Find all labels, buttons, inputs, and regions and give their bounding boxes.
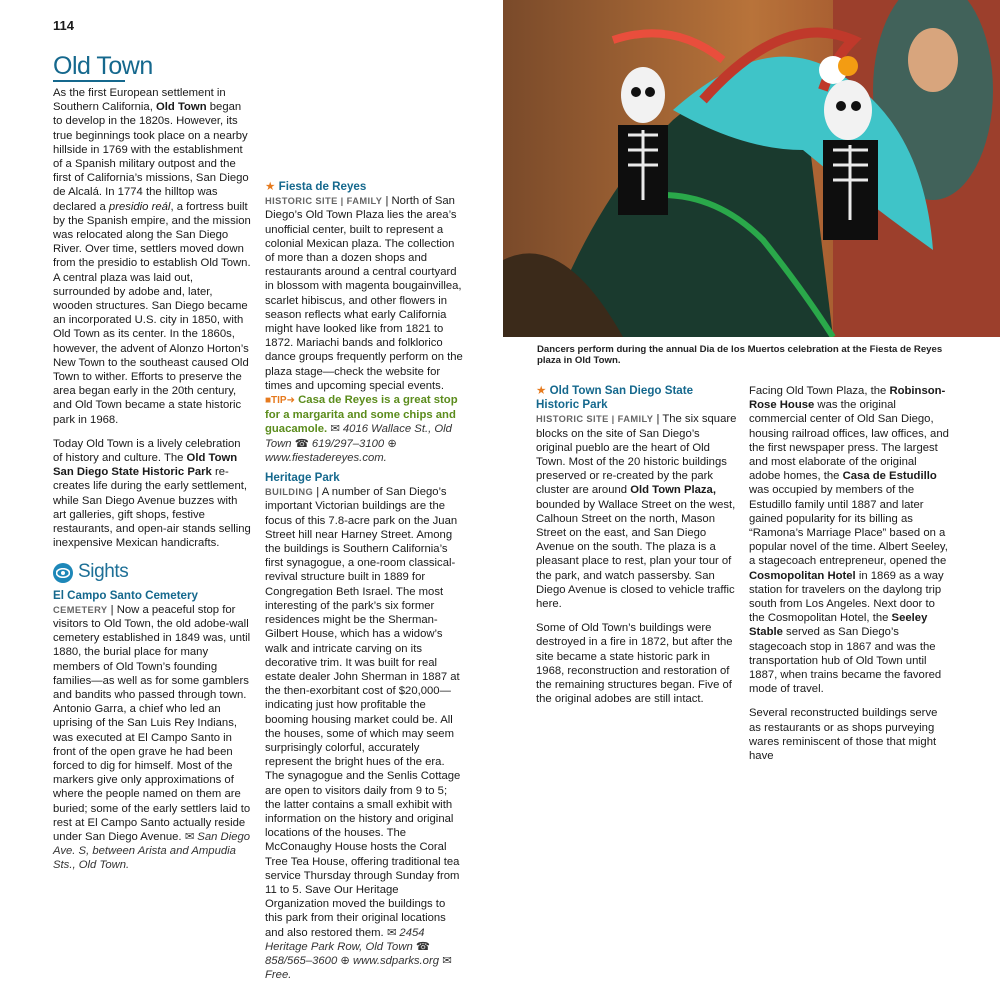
address: ✉ 2454 Heritage Park Row, Old Town ☎ 858/565–3600 ⊕ www.sdparks.org ✉ Free. [265, 926, 452, 982]
star-icon: ★ [536, 384, 547, 397]
star-icon: ★ [265, 180, 276, 193]
historic-park-text: HISTORIC SITE | FAMILY | The six square blocks on the site of San Diego’s original pueblo are the heart of Old Town. Most of the 20 historic buildings preserved or re-created by the park cluster are around Old Town Plaza, bounded by Wallace Street on the west, Calhoun Street on the north, Mason Street on the east, and San Diego Avenue on the south. The plaza is a pleasant place to rest, plan your tour of the park, and watch passersby. San Diego Avenue is closed to vehicle traffic here. [536, 413, 737, 611]
fiesta-text: HISTORIC SITE | FAMILY | North of San Diego’s Old Town Plaza lies the area’s unofficial center, built to represent a colonial Mexican plaza. The collection of more than a dozen shops and restaurants around a central courtyard in blossom with magenta bougainvillea, scarlet hibiscus, and other flowers in season reflects what early California might have looked like from 1821 to 1872. Mariachi bands and folklorico dance groups frequently perform on the plaza stage—check the website for times and upcoming special events. ■TIP➜ Casa de Reyes is a great stop for a margarita and some chips and guacamole. ✉ 4016 Wallace St., Old Town ☎ 619/297–3100 ⊕ www.fiestadereyes.com. [265, 195, 463, 464]
category-tag: HISTORIC SITE | FAMILY [536, 414, 654, 425]
heritage-text: BUILDING | A number of San Diego’s important Victorian buildings are the focus of this 7.8-acre park on the Juan Street hill near Harney Street. Among the buildings is Southern California’s first synagogue, a one-room classical-revival structure built in 1889 for Congregation Beth Israel. The most interesting of the park’s six former residences might be the Sherman-Gilbert House, which has a widow’s walk and intricate carving on its decorative trim. It was built for real estate dealer John Sherman in 1887 at the then-exorbitant cost of $20,000—indicating just how profitable the booming housing market could be. All the houses, some of which may seem surprisingly colorful, accurately represent the bright hues of the era. The synagogue and the Senlis Cottage are open to visitors daily from 9 to 5; the latter contains a small exhibit with information on the history and original locations of the houses. The McConaughy House hosts the Coral Tree Tea House, offering traditional tea service Thursday through Sunday from 11 to 5. Save Our Heritage Organization moved the buildings to this park from their original locations and also restored them. ✉ 2454 Heritage Park Row, Old Town ☎ 858/565–3600 ⊕ www.sdparks.org ✉ Free. [265, 486, 461, 982]
sight-title-historic-park: ★ Old Town San Diego State Historic Park [536, 384, 694, 412]
intro-paragraph-2: Today Old Town is a lively celebration of history and culture. The Old Town San Diego State Historic Park re-creates life during the early settlement, while San Diego Avenue buzzes with art galleries, gift shops, festive restaurants, and open-air stands selling inexpensive Mexican handicrafts. [53, 437, 251, 550]
campo-santo-text: CEMETERY | Now a peaceful stop for visitors to Old Town, the old adobe-wall cemetery established in 1849 was, until 1880, the burial place for many members of Old Town’s founding families—as well as for some gamblers and bandits who passed through town. Antonio Garra, a chief who led an uprising of the San Luis Rey Indians, was executed at El Campo Santo in front of the open grave he had been forced to dig for himself. Most of the markers give only approximations of where the people named on them are buried; some of the early settlers laid to rest at El Campo Santo actually reside under San Diego Avenue. ✉ San Diego Ave. S, between Arista and Ampudia Sts., Old Town. [53, 603, 251, 872]
page-number: 114 [53, 18, 74, 33]
eye-icon [53, 563, 73, 583]
photo-caption: Dancers perform during the annual Dia de los Muertos celebration at the Fiesta de Reyes plaza in Old Town. [537, 344, 943, 366]
historic-park-paragraph-2: Some of Old Town’s buildings were destroyed in a fire in 1872, but after the site became a state historic park in 1968, reconstruction and restoration of the remaining structures began. Five of the original adobes are still intact. [536, 622, 733, 706]
historic-park-paragraph-3: Facing Old Town Plaza, the Robinson-Rose House was the original commercial center of Old San Diego, housing railroad offices, law offices, and the first newspaper press. The largest and most elaborate of the original adobe homes, the Casa de Estudillo was occupied by members of the Estudillo family until 1887 and later gained popularity for its billing as “Ramona’s Marriage Place” based on a popular novel of the time. Albert Seeley, a stagecoach entrepreneur, opened the Cosmopolitan Hotel in 1869 as a way station for travelers on the daylong trip south from Los Angeles. Next door to the Cosmopolitan Hotel, the Seeley Stable served as San Diego’s stagecoach stop in 1867 and was the transportation hub of Old Town until 1887, when trains became the favored mode of travel. [749, 385, 949, 696]
column-4 [749, 384, 949, 773]
title-underline [53, 80, 125, 82]
photo-illustration [503, 0, 1000, 337]
sight-title-heritage: Heritage Park [265, 471, 340, 485]
category-tag: HISTORIC SITE | FAMILY [265, 196, 383, 207]
dancers-photo [503, 0, 1000, 337]
column-3 [536, 384, 737, 716]
sight-title-campo-santo: El Campo Santo Cemetery [53, 588, 198, 602]
page-title: Old Town [53, 52, 153, 80]
column-2 [265, 180, 465, 982]
column-1 [53, 86, 251, 873]
intro-paragraph-1: As the first European settlement in Southern California, Old Town began to develop in the 1820s. However, its true beginnings took place on a nearby hillside in 1769 with the establishment of a Spanish military outpost and the first of California’s missions, San Diego de Alcalá. In 1774 the hilltop was declared a presidio reál, a fortress built by the Spanish empire, and the mission was relocated along the San Diego River. Over time, settlers moved down from the presidio to establish Old Town. A central plaza was laid out, surrounded by adobe and, later, wooden structures. San Diego became an incorporated U.S. city in 1850, with Old Town as its center. In the 1860s, however, the advent of Alonzo Horton’s New Town to the southeast caused Old Town to wither. Efforts to preserve the area began early in the 20th century, and Old Town became a state historic park in 1968. [53, 87, 251, 426]
sights-heading [53, 563, 251, 583]
historic-park-paragraph-4: Several reconstructed buildings serve as restaurants or as shops purveying wares reminiscent of those that might have [749, 707, 938, 763]
sights-label: Sights [78, 561, 129, 583]
address: ✉ 4016 Wallace St., Old Town ☎ 619/297–3100 ⊕ www.fiestadereyes.com. [265, 423, 452, 464]
tip-label: ■TIP➜ [265, 395, 295, 407]
address: ✉ San Diego Ave. S, between Arista and Ampudia Sts., Old Town. [53, 830, 251, 872]
category-tag: BUILDING [265, 487, 314, 498]
tip-text: Casa de Reyes is a great stop for a margarita and some chips and guacamole. [265, 394, 458, 436]
category-tag: CEMETERY [53, 604, 108, 615]
sight-title-fiesta: ★ Fiesta de Reyes [265, 180, 367, 193]
